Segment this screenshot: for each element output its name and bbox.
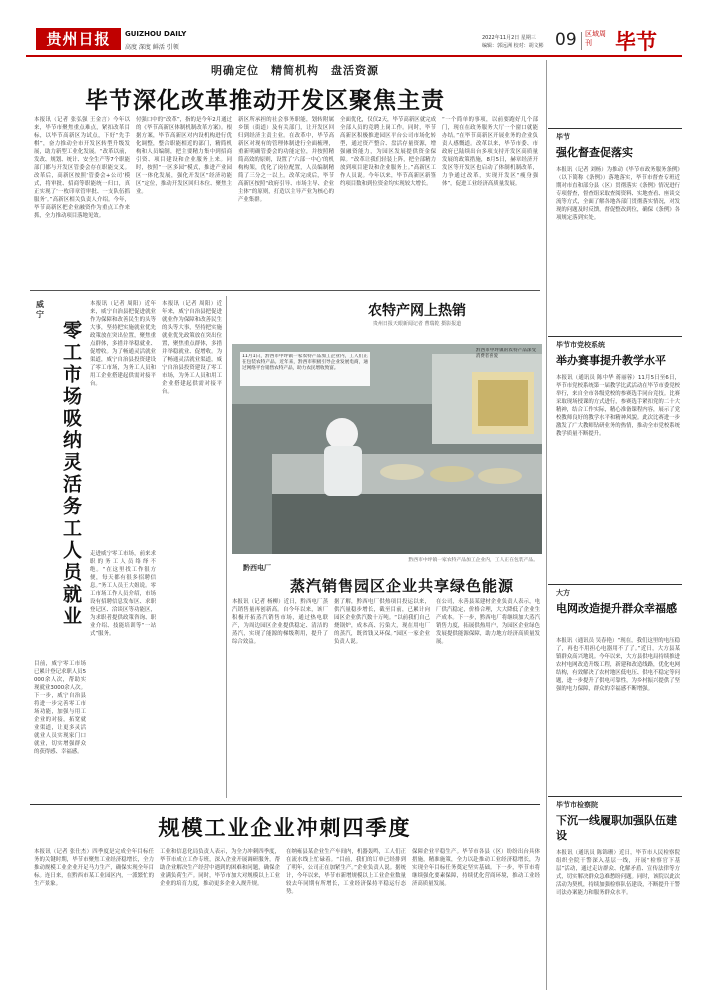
steam-headline: 蒸汽销售园区企业共享绿色能源 <box>289 577 514 595</box>
right-item-1-body: 本报讯（记者 刘杨）为推动《毕节市政务服务条例》（以下简称《条例》）落地落实，毕节市督查专班近期对市直和部分县（区）贯彻落实《条例》情况进行专项督查，督查组采取查阅资料、实地查看、座谈交流等方式，全面了解各地各部门贯彻落实情况，对发现的问题及时反馈，督促整改到位，确保《条例》各项规定落到实处。 <box>556 167 680 221</box>
photo-story-headline: 农特产网上热销 <box>368 303 466 319</box>
right-item-3-kicker: 大方 <box>556 589 570 597</box>
newspaper-logo: 贵州日报 <box>36 28 121 50</box>
right-item-2-headline: 举办赛事提升教学水平 <box>556 354 666 367</box>
logo-english: GUIZHOU DAILY <box>125 30 187 38</box>
steam-kicker: 黔西电厂 <box>243 564 271 572</box>
steam-column-2: 据了解，黔西电厂供热项目投运以来，供汽量稳步增长，截至目前，已累计向园区企业供汽数十万吨。“以前我们自己烧锅炉，成本高、污染大，现在用电厂的蒸汽，既省钱又环保。”园区一家企业负责人说。 <box>334 599 430 645</box>
right-item-1-kicker: 毕节 <box>556 133 570 141</box>
photo-story-byline: 贵州日报天眼新闻记者 曹瑞乾 摄影报道 <box>372 321 462 327</box>
industry-column-3: 在纳雍县某企业生产车间内，机器轰鸣，工人们正在流水线上忙碌着。“目前，我们的订单已经排到了明年，公司正在加紧生产。”企业负责人说。据统计，今年以来，毕节市新增规模以上工业企业数量较去年同期有所增长，工业经济保持平稳运行态势。 <box>286 849 406 895</box>
zero-work-headline: 零工市场吸纳灵活务工人员就业 <box>60 320 82 628</box>
right-item-3-headline: 电网改造提升群众幸福感 <box>556 602 677 615</box>
lead-column-5: “一个简单的事项，以前要跑好几个部门，现在在政务服务大厅一个窗口就能办结。”在毕节高新区开展业务的企业负责人感慨道。改革以来，毕节市委、市政府已陆续出台多项支持开发区高质量发展的政策措施，8月5日，赫章经济开发区等开发区也启动了体制机制改革，力争通过改革，实现开发区“瘦身强体”，促进工业经济高质量发展。 <box>442 117 538 187</box>
column-divider <box>226 296 227 798</box>
right-item-4-body: 本报讯（通讯员 陈锦珊）近日，毕节市人民检察院组织全院干警深入基层一线，开展“检察官下基层”活动，通过走访群众、化解矛盾、宣传法律等方式，切实解决群众急难愁盼问题。同时，该院以此次活动为契机，持续加强检察队伍建设，不断提升干警司法办案能力和服务群众水平。 <box>556 850 680 896</box>
lead-kicker: 明确定位 精简机构 盘活资源 <box>211 64 379 77</box>
right-item-2-rule <box>548 336 682 337</box>
industry-column-1: 本报讯（记者 张仕杰）四季度是完成全年目标任务的关键时期，毕节市聚焦工业经济稳增长，全力推动规模工业企业开足马力生产，确保实现全年目标。连日来，在黔西市某工业园区内，一派繁忙的生产景象。 <box>34 849 154 887</box>
lead-headline: 毕节深化改革推动开发区聚焦主责 <box>85 88 445 114</box>
section-divider <box>30 290 540 291</box>
section-label-small: 区域周刊 <box>585 30 606 47</box>
industry-headline: 规模工业企业冲刺四季度 <box>158 816 412 840</box>
bottom-rule <box>30 804 540 805</box>
lead-column-3: 新区所承担的社会事务职能，划转附属乡镇（街道）及有关部门，让开发区回归到经济主责主业。在改革中，毕节高新区对现有的管理体制进行全面梳理，重新明确管委会的功能定位，并按照精简高效的原则，设置了‘六部一中心’的机构构架，优化了岗位配置，人员编制精简了三分之一以上。改革完成后，毕节高新区按照“政府引导、市场主导、企业主体”的原则，打造以主导产业为核心的产业集群。 <box>238 117 334 203</box>
photo-intro-text: 11月1日，黔西市中坪镇一家农特产品加工企业内，工人们正在包装农特产品。近年来，黔西市积极引导企业发展电商，通过网络平台销售农特产品，助力农民增收致富。 <box>242 354 368 371</box>
industry-column-4: 保障企业平稳生产。毕节市各县（区）纷纷出台具体措施，精准施策，全力以赴推动工业经济稳增长，为实现全年目标任务奠定坚实基础。下一步，毕节市将继续强化要素保障，持续优化营商环境，推动工业经济高质量发展。 <box>412 849 540 887</box>
zero-work-column-3: 目前，威宁零工市场已累计登记求职人员5000余人次，帮助实现就业3000余人次。下一步，威宁自治县将进一步完善零工市场功能，加强与用工企业的对接，拓宽就业渠道，让更多灵活就业人员实现家门口就业，切实增强群众的获得感、幸福感。 <box>34 661 86 755</box>
lead-column-2: 付强口中的“改革”，指的是今年2月通过的《毕节高新区体制机制改革方案》。根据方案，毕节高新区对内设机构进行优化调整，整合职能相近的部门，精简机构和人员编制，把主要精力集中到招商引资、项目建设和企业服务上来。同时，按照“一区多园”模式，推进产业园区一体化发展，强化开发区“经济功能区”定位，推动开发区回归本位、聚焦主业。 <box>136 117 232 195</box>
photo-caption: 黔西市中坪镇一家农特产品加工企业内，工人正在包装产品。 <box>408 558 538 563</box>
lead-column-4: 全面优化，仅仅2天，毕节高新区就完成全部人员的竞聘上岗工作。同时，毕节高新区积极推进园区平台公司市场化转型，通过资产整合、盘活存量资源，增强融资能力，为园区发展提供资金保障。“改革让我们轻装上阵，把全部精力放到项目建设和企业服务上。”高新区工作人员说。今年以来，毕节高新区新签约项目数和到位资金均实现较大增长。 <box>340 117 436 187</box>
right-item-2-body: 本报讯（通讯员 陈中华 蒋丽蓉）11月5日至6日，毕节市党校系统第一届教学比武活动在毕节市委党校举行，来自全市各级党校的参赛选手同台竞技。比赛采取现场授课的方式进行，参赛选手紧扣党的二十大精神，结合工作实际，精心准备课程内容，展示了党校教师良好的教学水平和精神风貌。此次比赛进一步激发了广大教师钻研业务的热情，推动全市党校系统教学质量不断提升。 <box>556 375 680 437</box>
zero-work-column-1: 本报讯（记者 周阳）近年来，威宁自治县把促进就业作为保障和改善民生的头等大事，坚持把实施就业优先政策放在突出位置，聚焦重点群体，多措并举稳就业、促增收。为了畅通灵活就业渠道，威宁自治县投资建设了零工市场，为务工人员和用工企业搭建起供需对接平台。 <box>90 301 156 387</box>
page-number: 09 <box>555 30 577 50</box>
section-name: 毕节 <box>615 30 657 54</box>
right-item-4-headline: 下沉一线履职加强队伍建设 <box>556 814 677 842</box>
masthead-divider <box>581 32 582 50</box>
right-item-3-rule <box>548 584 682 585</box>
steam-column-3: 在公司，永善县某建材企业负责人表示，电厂供汽稳定，价格合理，大大降低了企业生产成本。下一步，黔西电厂将继续加大蒸汽销售力度，拓展供热用户，为园区企业绿色发展提供能源保障，助力地方经济高质量发展。 <box>436 599 540 645</box>
photo-box-note: 黔西市中坪镇的农特产品深受消费者喜爱 <box>476 348 536 359</box>
zero-work-kicker: 威宁 <box>36 300 44 319</box>
issue-date: 2022年11月2日 星期三 <box>482 35 536 41</box>
right-item-2-kicker: 毕节市党校系统 <box>556 341 605 349</box>
lead-column-1: 本报讯（记者 张弘强 王金言）今年以来，毕节市聚焦重点难点，紧扣改革目标，以毕节高新区为试点，下好“先手棋”，奋力推动全市开发区转型升级发展，助力新型工业化发展。“改革以前，发改、规划、统计、安全生产等7个职能部门都与开发区管委会存在职能交叉。改革后，高新区按照‘管委会+公司’模式，将审批、招商等职能统一归口，真正实现了‘一枚印章管审批、一支队伍抓服务’。”高新区相关负责人介绍。今年，毕节高新区把企业融资作为重点工作来抓，全力推动项目落地见效。 <box>34 117 130 219</box>
right-item-1-headline: 强化督查促落实 <box>556 146 633 159</box>
logo-slogan: 高度 深度 鲜活 引领 <box>125 44 179 51</box>
right-item-4-rule <box>548 796 682 797</box>
zero-work-column-4 <box>162 300 222 795</box>
right-column-divider <box>546 60 547 990</box>
right-item-3-body: 本报讯（通讯员 吴春艳）“现在，我们这里的电压稳了，再也不用担心电器用不了了。”近日，大方县某镇群众高兴地说。今年以来，大方县供电局持续推进农村电网改造升级工程，新建和改造线路，优化电网结构，有效解决了农村地区低电压、供电不稳定等问题，进一步提升了供电可靠性，为乡村振兴提供了坚强的电力保障，群众的幸福感不断增强。 <box>556 638 680 692</box>
editor-line: 编辑：郭远洲 校对：胡文彬 <box>482 43 544 49</box>
zero-work-column-4-text: 本报讯（记者 周阳）近年来，威宁自治县把促进就业作为保障和改善民生的头等大事，坚持把实施就业优先政策放在突出位置，聚焦重点群体，多措并举稳就业、促增收。为了畅通灵活就业渠道，威宁自治县投资建设了零工市场，为务工人员和用工企业搭建起供需对接平台。 <box>162 301 222 395</box>
masthead-rule <box>26 55 682 57</box>
right-item-4-kicker: 毕节市检察院 <box>556 801 598 809</box>
factory-photo <box>232 344 542 554</box>
zero-work-column-2: 走进威宁零工市场，前来求职的务工人员络绎不绝。“在这里找工作很方便，每天都有很多招聘信息。”务工人员王大姐说。零工市场工作人员介绍，市场设有招聘信息发布区、求职登记区、洽谈区等功能区，为求职者提供政策咨询、职业介绍、技能培训等“一站式”服务。 <box>90 551 156 637</box>
industry-column-2: 工业和信息化局负责人表示，为全力冲刺四季度，毕节市成立工作专班，深入企业开展调研服务，帮助企业解决生产经营中遇到的困难和问题，确保企业满负荷生产。同时，毕节市加大对规模以上工业企业的培育力度，推动更多企业入规升规。 <box>160 849 280 887</box>
right-item-1-rule <box>548 128 682 129</box>
steam-column-1: 本报讯（记者 杨柳）近日，黔西电厂蒸汽销售量再创新高。自今年以来，该厂积极开拓蒸汽销售市场，通过热电联产，为周边园区企业提供稳定、清洁的蒸汽，实现了能源的梯级利用，提升了综合效益。 <box>232 599 328 645</box>
